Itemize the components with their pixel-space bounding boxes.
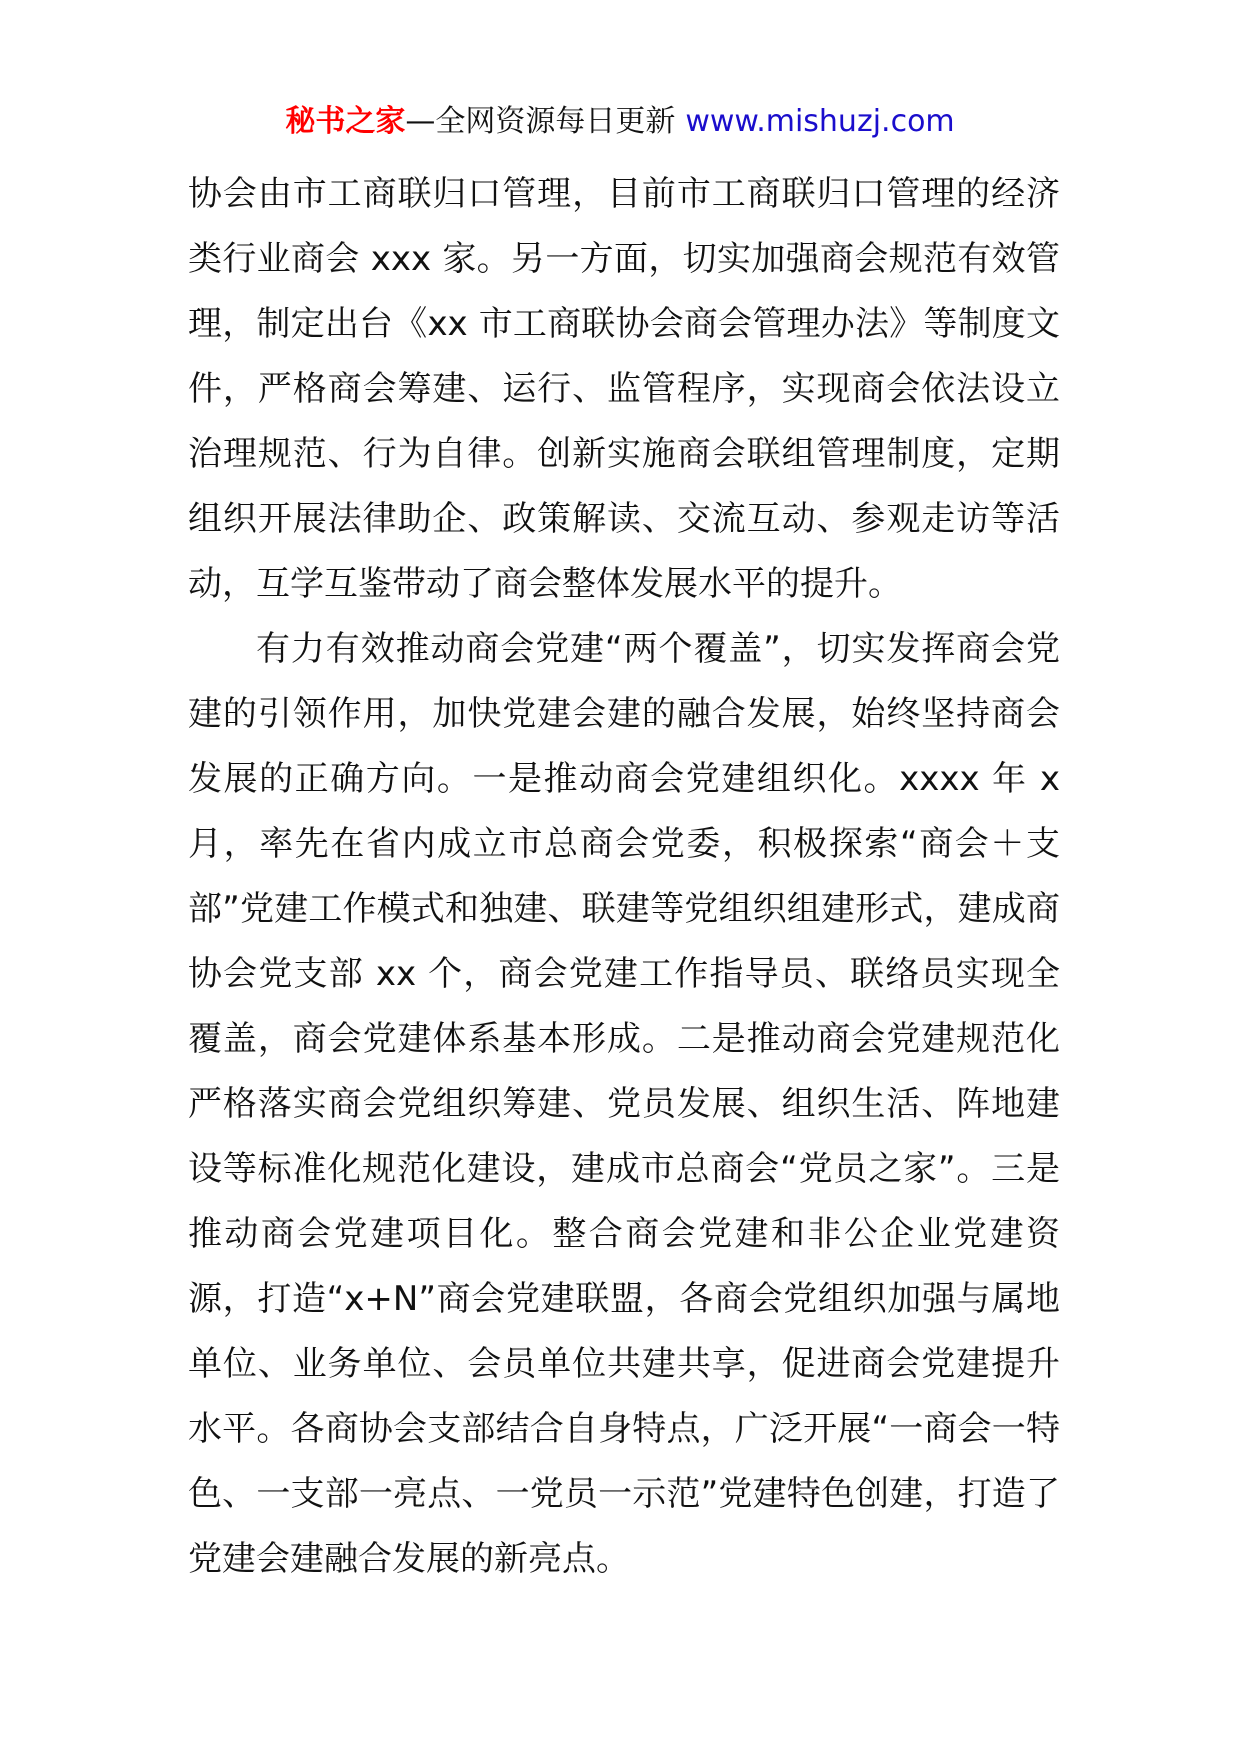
header-site-link[interactable]: www.mishuzj.com [685, 104, 955, 139]
header-brand: 秘书之家 [285, 104, 406, 139]
header-tagline: —全网资源每日更新 [405, 104, 676, 139]
paragraph-1: 协会由市工商联归口管理，目前市工商联归口管理的经济类行业商会 xxx 家。另一方面，切实加强商会规范有效管理，制定出台《xx 市工商联协会商会管理办法》等制度文件，严格商会筹建、运行、监管程序，实现商会依法设立治理规范、行为自律。创新实施商会联组管理制度，定期组织开展法律助企、政策解读、交流互动、参观走访等活动，互学互鉴带动了商会整体发展水平的提升。 [188, 174, 1060, 604]
paragraph-2: 有力有效推动商会党建“两个覆盖”，切实发挥商会党建的引领作用，加快党建会建的融合发展，始终坚持商会发展的正确方向。一是推动商会党建组织化。xxxx 年 x 月，率先在省内成立市总商会党委，积极探索“商会＋支部”党建工作模式和独建、联建等党组织组建形式，建成商协会党支部 xx 个，商会党建工作指导员、联络员实现全覆盖，商会党建体系基本形成。二是推动商会党建规范化严格落实商会党组织筹建、党员发展、组织生活、阵地建设等标准化规范化建设，建成市总商会“党员之家”。三是推动商会党建项目化。整合商会党建和非公企业党建资源，打造“x+N”商会党建联盟，各商会党组织加强与属地单位、业务单位、会员单位共建共享，促进商会党建提升水平。各商协会支部结合自身特点，广泛开展“一商会一特色、一支部一亮点、一党员一示范”党建特色创建，打造了党建会建融合发展的新亮点。 [188, 629, 1060, 1579]
page-header [0, 100, 1240, 144]
document-body [188, 162, 1060, 1592]
